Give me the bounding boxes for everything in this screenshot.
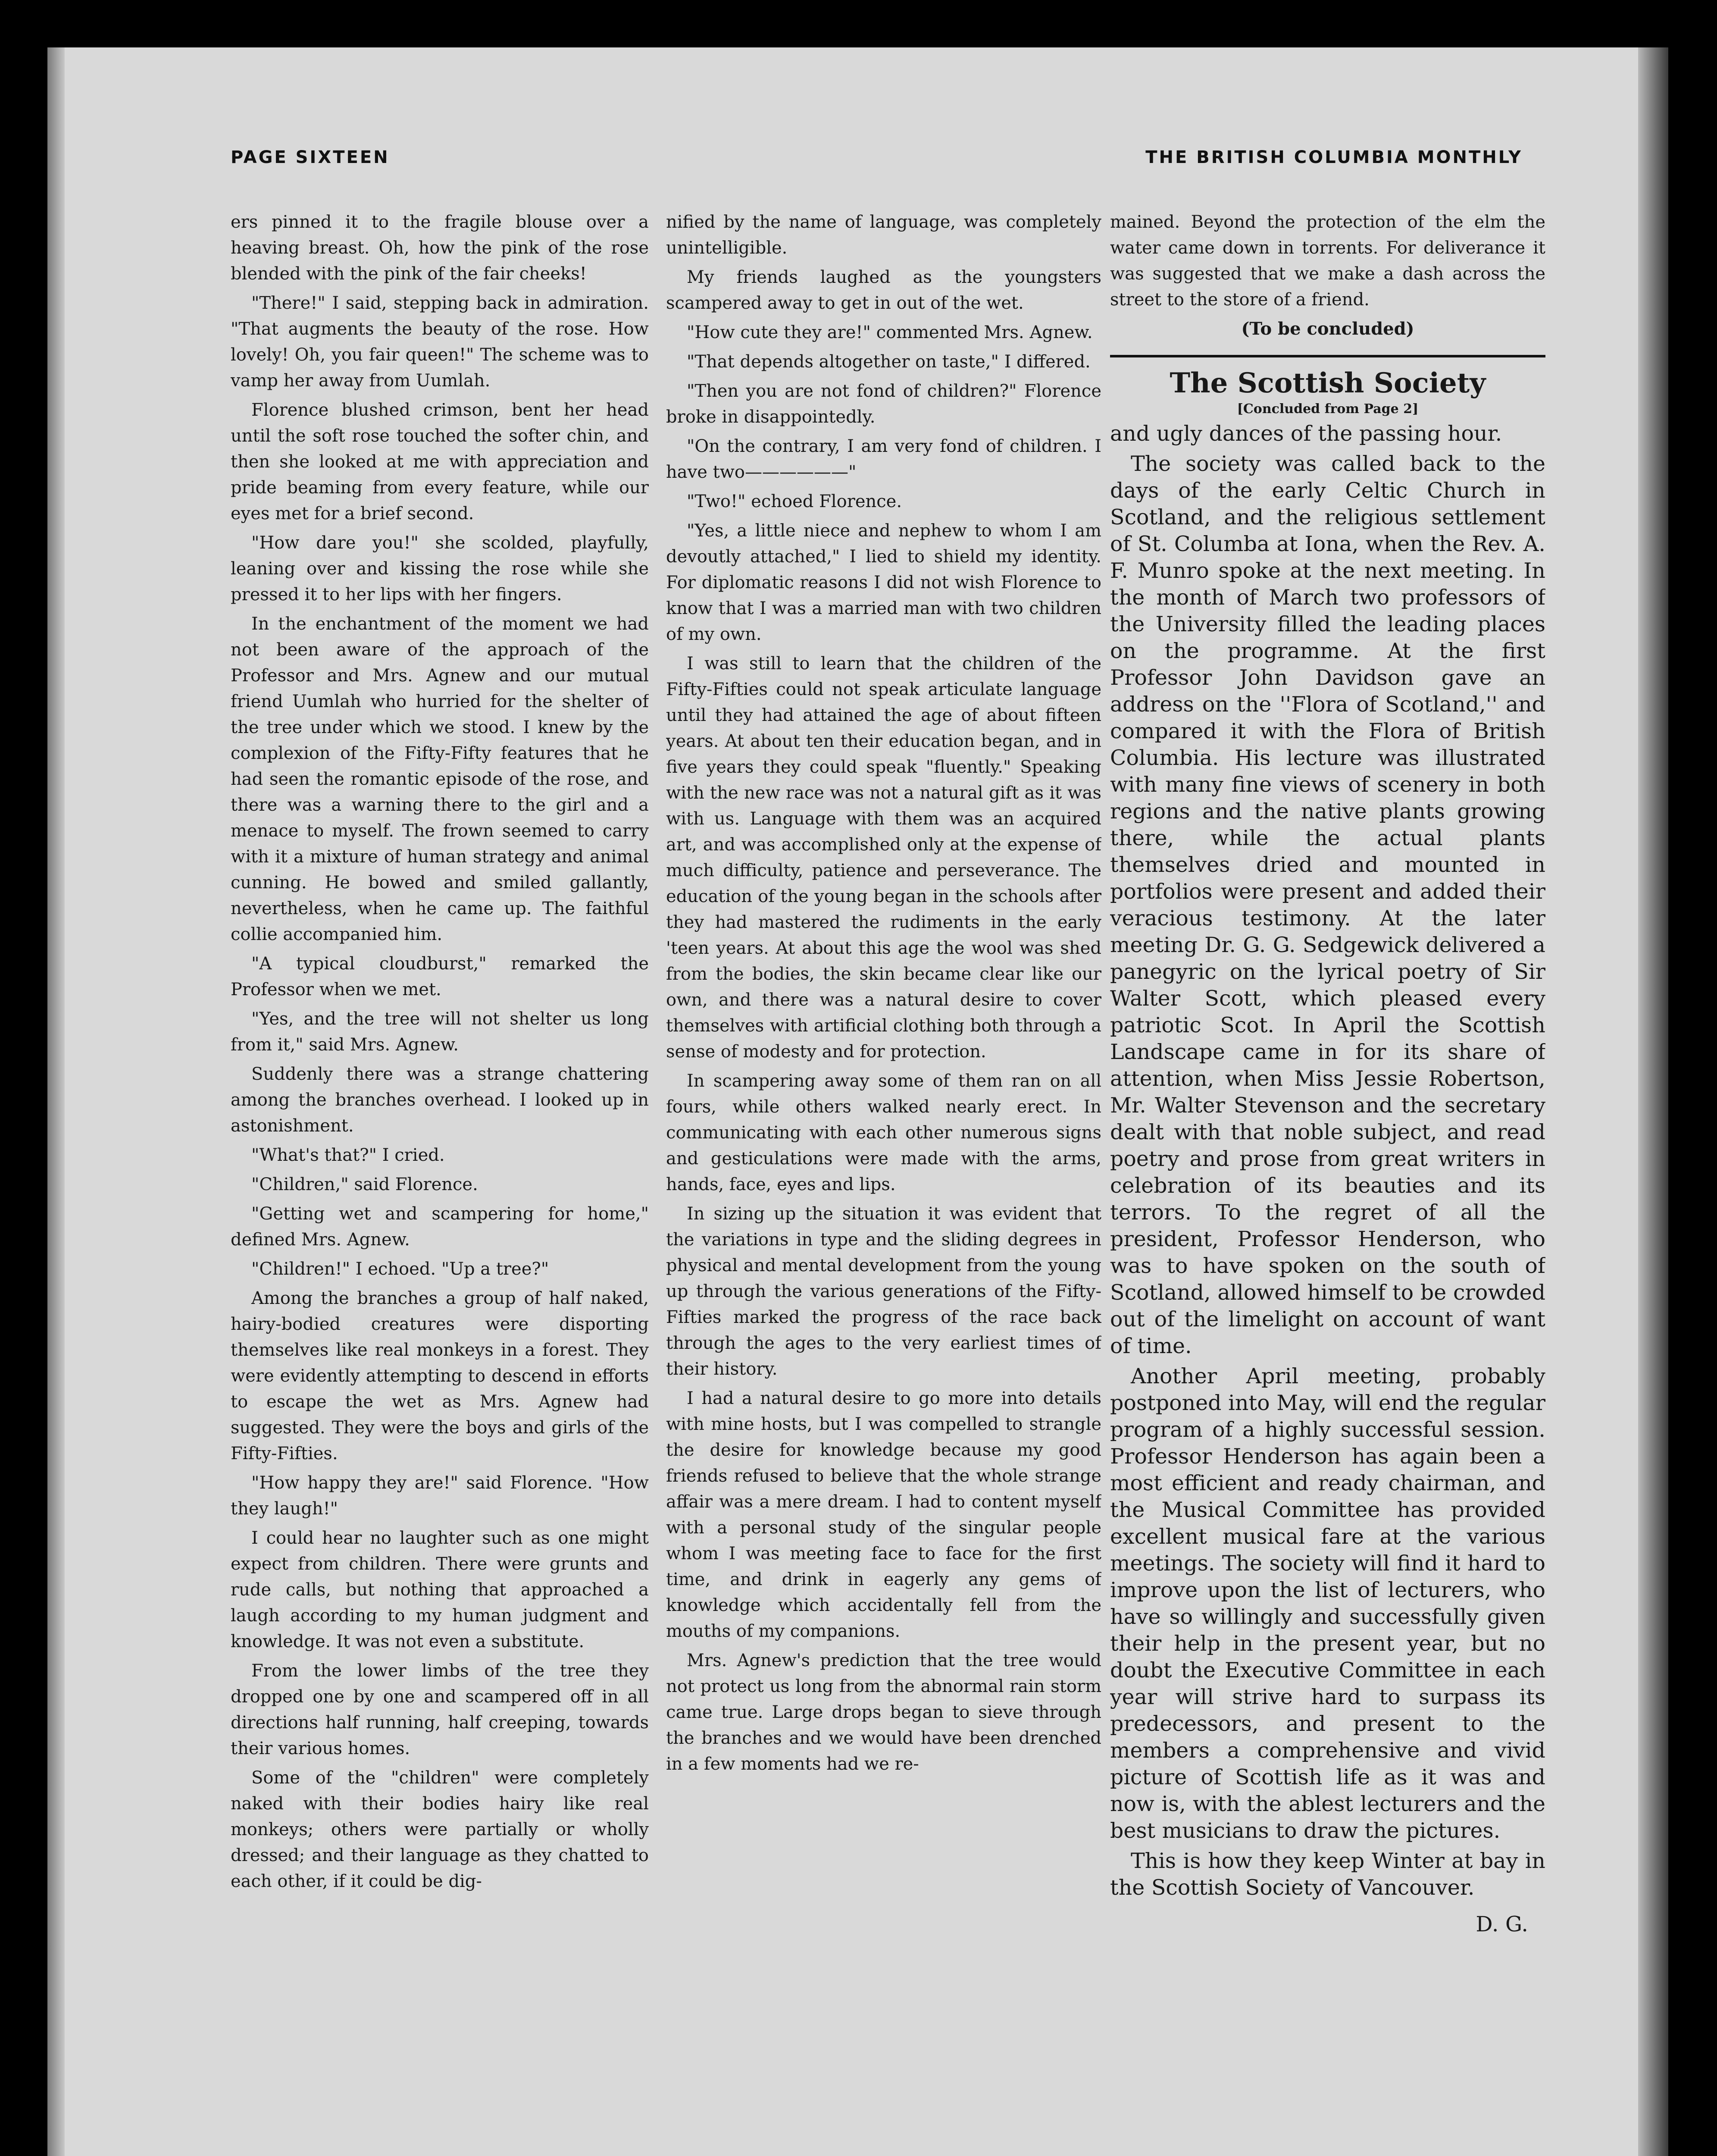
paragraph: nified by the name of language, was completely unintelligible. xyxy=(666,212,1101,258)
paragraph: Another April meeting, probably postponed into May, will end the regular program of a highly successful session. Professor Henderson has again been a most efficient and ready chairman, and the Musical Committee has provided excellent musical fare at the various meetings. The society will find it hard to improve upon the list of lecturers, who have so willingly and successfully given their help in the present year, but no doubt the Executive Committee in each year will strive hard to surpass its predecessors, and present to the members a comprehensive and vivid picture of Scottish life as it was and now is, with the ablest lecturers and the best musicians to draw the pictures. xyxy=(1110,1364,1545,1843)
paragraph: "That depends altogether on taste," I differed. xyxy=(687,352,1091,372)
paragraph: Some of the "children" were completely naked with their bodies hairy like real monkeys; others were partially or wholly dressed; and their language as they chatted to each other, if it could be dig- xyxy=(231,1768,649,1891)
section-divider xyxy=(1110,355,1545,357)
paragraph: and ugly dances of the passing hour. xyxy=(1110,421,1502,446)
paragraph: "Then you are not fond of children?" Florence broke in disappointedly. xyxy=(666,381,1101,427)
publication-title-header: THE BRITISH COLUMBIA MONTHLY xyxy=(1145,147,1523,167)
paragraph: Among the branches a group of half naked, hairy-bodied creatures were disporting themselves like real monkeys in a forest. They were evidently attempting to descend in efforts to escape the wet as Mrs. Agnew had suggested. They were the boys and girls of the Fifty-Fifties. xyxy=(231,1288,649,1463)
paragraph: In sizing up the situation it was evident that the variations in type and the sliding degrees in physical and mental development from the young up through the various generations of the Fifty-Fifties marked the progress of the race back through the ages to the very earliest times of their history. xyxy=(666,1204,1101,1379)
to-be-concluded-note: (To be concluded) xyxy=(1241,319,1414,339)
paragraph: "On the contrary, I am very fond of children. I have two——————" xyxy=(666,436,1101,482)
paragraph: "Yes, and the tree will not shelter us long from it," said Mrs. Agnew. xyxy=(231,1009,649,1055)
paragraph: From the lower limbs of the tree they dropped one by one and scampered off in all directions half running, half creeping, towards their various homes. xyxy=(231,1661,649,1758)
article-title: The Scottish Society xyxy=(1170,367,1486,399)
paragraph: The society was called back to the days of the early Celtic Church in Scotland, and the religious settlement of St. Columba at Iona, when the Rev. A. F. Munro spoke at the next meeting. In the month of March two professors of the University filled the leading places on the programme. At the first Professor John Davidson gave an address on the ''Flora of Scotland,'' and compared it with the Flora of British Columbia. His lecture was illustrated with many fine views of scenery in both regions and the native plants growing there, while the actual plants themselves dried and mounted in portfolios were present and added their veracious testimony. At the later meeting Dr. G. G. Sedgewick delivered a panegyric on the lyrical poetry of Sir Walter Scott, which pleased every patriotic Scot. In April the Scottish Landscape came in for its share of attention, when Miss Jessie Robertson, Mr. Walter Stevenson and the secretary dealt with that noble subject, and read poetry and prose from great writers in celebration of its beauties and its terrors. To the regret of all the president, Professor Henderson, who was to have spoken on the south of Scotland, allowed himself to be crowded out of the limelight on account of want of time. xyxy=(1110,451,1545,1358)
article-subtitle: [Concluded from Page 2] xyxy=(1237,401,1419,417)
paragraph: "A typical cloudburst," remarked the Professor when we met. xyxy=(231,954,649,1000)
paragraph: "What's that?" I cried. xyxy=(251,1145,445,1165)
page-left-edge xyxy=(47,47,65,2156)
paragraph: "How happy they are!" said Florence. "How they laugh!" xyxy=(231,1473,649,1519)
paragraph: ers pinned it to the fragile blouse over a heaving breast. Oh, how the pink of the rose blended with the pink of the fair cheeks! xyxy=(231,212,649,284)
paragraph: "Children!" I echoed. "Up a tree?" xyxy=(251,1259,549,1279)
paragraph: "How cute they are!" commented Mrs. Agnew. xyxy=(687,323,1093,342)
column-2 xyxy=(666,209,1101,2150)
paragraph: "How dare you!" she scolded, playfully, leaning over and kissing the rose while she pressed it to her lips with her fingers. xyxy=(231,533,649,605)
author-signature: D. G. xyxy=(1476,1912,1528,1937)
paragraph: Florence blushed crimson, bent her head until the soft rose touched the softer chin, and then she looked at me with appreciation and pride beaming from every feature, while our eyes met for a brief second. xyxy=(231,400,649,523)
scanned-page xyxy=(47,47,1668,2156)
paragraph: I could hear no laughter such as one might expect from children. There were grunts and rude calls, but nothing that approached a laugh according to my human judgment and knowledge. It was not even a substitute. xyxy=(231,1528,649,1651)
paragraph: In the enchantment of the moment we had not been aware of the approach of the Professor and Mrs. Agnew and our mutual friend Uumlah who hurried for the shelter of the tree under which we stood. I knew by the complexion of the Fifty-Fifty features that he had seen the romantic episode of the rose, and there was a warning there to the girl and a menace to myself. The frown seemed to carry with it a mixture of human strategy and animal cunning. He bowed and smiled gallantly, nevertheless, when he came up. The faithful collie accompanied him. xyxy=(231,614,649,944)
paragraph: "There!" I said, stepping back in admiration. "That augments the beauty of the rose. How lovely! Oh, you fair queen!" The scheme was to vamp her away from Uumlah. xyxy=(231,293,649,391)
page-number-header: PAGE SIXTEEN xyxy=(231,147,390,167)
column-3 xyxy=(1110,209,1545,2150)
page-right-edge xyxy=(1638,47,1668,2156)
paragraph: "Getting wet and scampering for home," defined Mrs. Agnew. xyxy=(231,1204,649,1250)
paragraph: Mrs. Agnew's prediction that the tree would not protect us long from the abnormal rain storm came true. Large drops began to sieve through the branches and we would have been drenched in a few moments had we re- xyxy=(666,1651,1101,1774)
paragraph: In scampering away some of them ran on all fours, while others walked nearly erect. In communicating with each other numerous signs and gesticulations were made with the arms, hands, face, eyes and lips. xyxy=(666,1071,1101,1194)
paragraph: I had a natural desire to go more into details with mine hosts, but I was compelled to strangle the desire for knowledge because my good friends refused to believe that the whole strange affair was a mere dream. I had to content myself with a personal study of the singular people whom I was meeting face to face for the first time, and drink in eagerly any gems of knowledge which accidentally fell from the mouths of my companions. xyxy=(666,1388,1101,1641)
paragraph: "Yes, a little niece and nephew to whom I am devoutly attached," I lied to shield my identity. For diplomatic reasons I did not wish Florence to know that I was a married man with two children of my own. xyxy=(666,521,1101,644)
paragraph: "Two!" echoed Florence. xyxy=(687,492,902,511)
paragraph: mained. Beyond the protection of the elm the water came down in torrents. For deliverance it was suggested that we make a dash across the street to the store of a friend. xyxy=(1110,212,1545,310)
column-1 xyxy=(231,209,649,2150)
paragraph: I was still to learn that the children of the Fifty-Fifties could not speak articulate language until they had attained the age of about fifteen years. At about ten their education began, and in five years they could speak "fluently." Speaking with the new race was not a natural gift as it was with us. Language with them was an acquired art, and was accomplished only at the expense of much difficulty, patience and perseverance. The education of the young began in the schools after they had mastered the rudiments in the early 'teen years. At about this age the wool was shed from the bodies, the skin became clear like our own, and there was a natural desire to cover themselves with artificial clothing both through a sense of modesty and for protection. xyxy=(666,654,1101,1062)
paragraph: This is how they keep Winter at bay in the Scottish Society of Vancouver. xyxy=(1110,1849,1545,1900)
paragraph: Suddenly there was a strange chattering among the branches overhead. I looked up in astonishment. xyxy=(231,1064,649,1136)
paragraph: "Children," said Florence. xyxy=(251,1175,478,1194)
paragraph: My friends laughed as the youngsters scampered away to get in out of the wet. xyxy=(666,267,1101,313)
